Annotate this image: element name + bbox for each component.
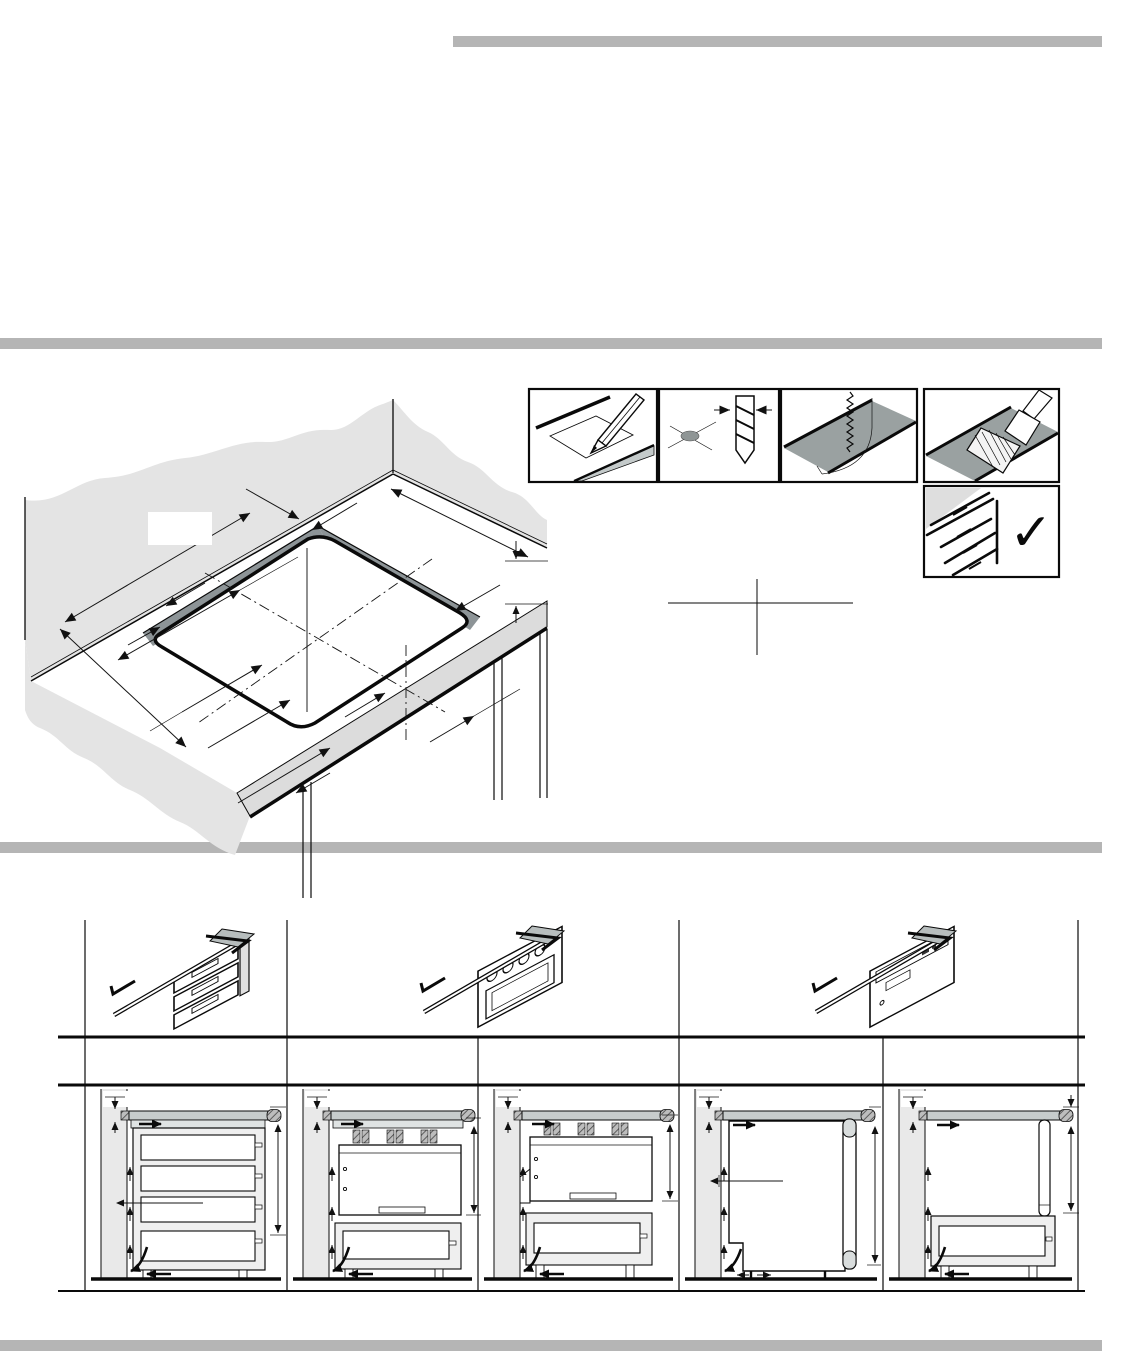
pictogram-cabinet-ok — [924, 486, 1059, 577]
step-pictograms — [529, 389, 1059, 577]
cross-section-dishwasher — [685, 1089, 881, 1279]
header-pictogram-drawer-cabinet — [111, 929, 254, 1031]
pictogram-mark-cutout-pencil — [529, 389, 657, 482]
cross-section-oven-shelf — [293, 1089, 481, 1279]
header-pictogram-oven — [421, 926, 564, 1027]
pictogram-jigsaw-cut — [781, 389, 917, 482]
center-alignment-cross-icon — [668, 579, 853, 655]
check-icon: ✓ — [1009, 503, 1053, 563]
cross-section-open-recess — [889, 1089, 1079, 1279]
pictogram-seal-brush — [924, 389, 1059, 482]
wall-blank-label — [148, 512, 212, 545]
section-divider-upper — [0, 338, 1102, 349]
table-label-cell-1 — [85, 1038, 287, 1086]
top-divider-bar — [453, 36, 1102, 47]
section-divider-lower — [0, 842, 1102, 853]
pictogram-drill-hole — [659, 389, 779, 482]
cutout-isometric-figure — [25, 399, 548, 898]
cross-section-drawers — [91, 1089, 286, 1279]
table-label-cell-3 — [478, 1038, 679, 1086]
table-label-cell-5 — [883, 1038, 1078, 1086]
bottom-divider-bar — [0, 1340, 1102, 1351]
header-pictogram-dishwasher — [813, 926, 956, 1027]
cross-section-oven-direct — [484, 1089, 678, 1279]
installation-table — [58, 920, 1085, 1291]
table-label-cell-4 — [679, 1038, 883, 1086]
table-label-cell-2 — [287, 1038, 478, 1086]
